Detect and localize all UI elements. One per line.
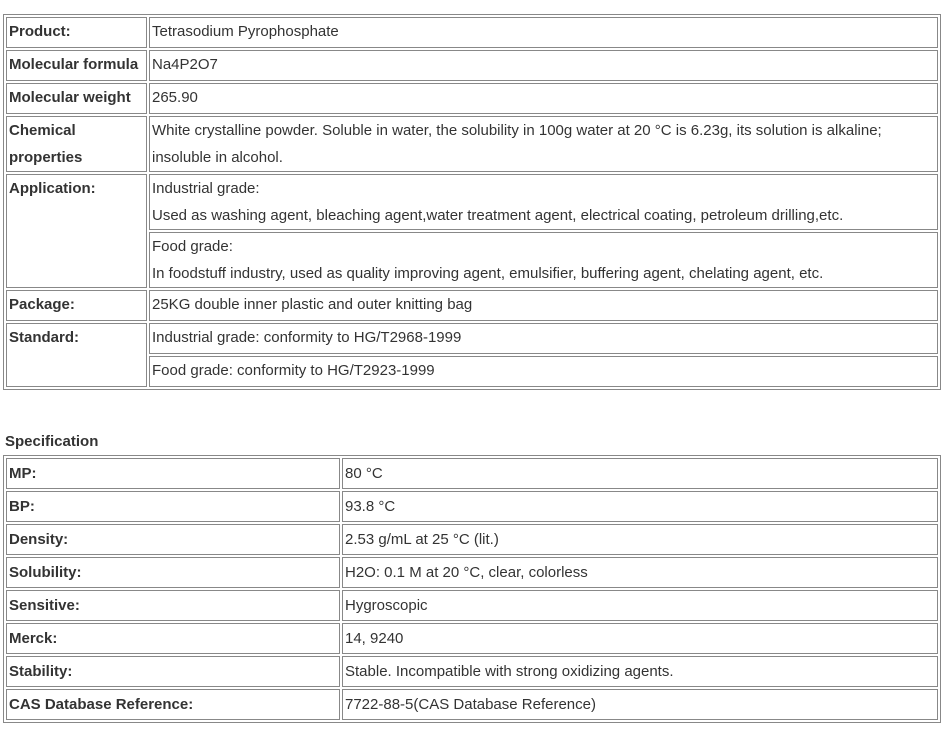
formula-row [6, 50, 938, 81]
spec-label: BP: [6, 491, 340, 522]
application-food [149, 232, 938, 288]
formula-value: Na4P2O7 [149, 50, 938, 81]
product-value: Tetrasodium Pyrophosphate [149, 17, 938, 48]
spec-value: Hygroscopic [342, 590, 938, 621]
spec-row [6, 656, 938, 687]
specification-table [3, 455, 941, 723]
spec-label: Sensitive: [6, 590, 340, 621]
food-grade-title: Food grade: [152, 238, 233, 255]
spec-value: 7722-88-5(CAS Database Reference) [342, 689, 938, 720]
spec-label: CAS Database Reference: [6, 689, 340, 720]
spec-row [6, 458, 938, 489]
application-industrial [149, 174, 938, 230]
industrial-grade-text: Used as washing agent, bleaching agent,water treatment agent, electrical coating, petroleum drilling,etc. [152, 207, 844, 224]
formula-label: Molecular formula [6, 50, 147, 81]
spec-value: 80 °C [342, 458, 938, 489]
weight-label: Molecular weight [6, 83, 147, 114]
product-info-table [3, 14, 941, 390]
industrial-grade-title: Industrial grade: [152, 180, 260, 197]
spec-value: Stable. Incompatible with strong oxidizing agents. [342, 656, 938, 687]
spec-value: 14, 9240 [342, 623, 938, 654]
spec-row [6, 557, 938, 588]
spec-label: Merck: [6, 623, 340, 654]
spec-value: 93.8 °C [342, 491, 938, 522]
package-row [6, 290, 938, 321]
standard-row-industrial [6, 323, 938, 354]
standard-label: Standard: [6, 323, 147, 387]
package-value: 25KG double inner plastic and outer knitting bag [149, 290, 938, 321]
product-label: Product: [6, 17, 147, 48]
application-row-industrial [6, 174, 938, 230]
spec-label: Density: [6, 524, 340, 555]
weight-value: 265.90 [149, 83, 938, 114]
product-row [6, 17, 938, 48]
chemical-label: Chemical properties [6, 116, 147, 172]
specification-title: Specification [5, 433, 99, 450]
weight-row [6, 83, 938, 114]
spec-row [6, 524, 938, 555]
standard-industrial: Industrial grade: conformity to HG/T2968-1999 [149, 323, 938, 354]
spec-value: 2.53 g/mL at 25 °C (lit.) [342, 524, 938, 555]
spec-row [6, 623, 938, 654]
spec-label: MP: [6, 458, 340, 489]
application-label: Application: [6, 174, 147, 288]
spec-row [6, 491, 938, 522]
spec-value: H2O: 0.1 M at 20 °C, clear, colorless [342, 557, 938, 588]
standard-food: Food grade: conformity to HG/T2923-1999 [149, 356, 938, 387]
spec-row [6, 590, 938, 621]
spec-label: Solubility: [6, 557, 340, 588]
chemical-row [6, 116, 938, 172]
package-label: Package: [6, 290, 147, 321]
spec-label: Stability: [6, 656, 340, 687]
spec-row [6, 689, 938, 720]
chemical-value: White crystalline powder. Soluble in water, the solubility in 100g water at 20 °C is 6.23g, its solution is alkaline; insoluble in alcohol. [149, 116, 938, 172]
food-grade-text: In foodstuff industry, used as quality improving agent, emulsifier, buffering agent, chelating agent, etc. [152, 265, 824, 282]
